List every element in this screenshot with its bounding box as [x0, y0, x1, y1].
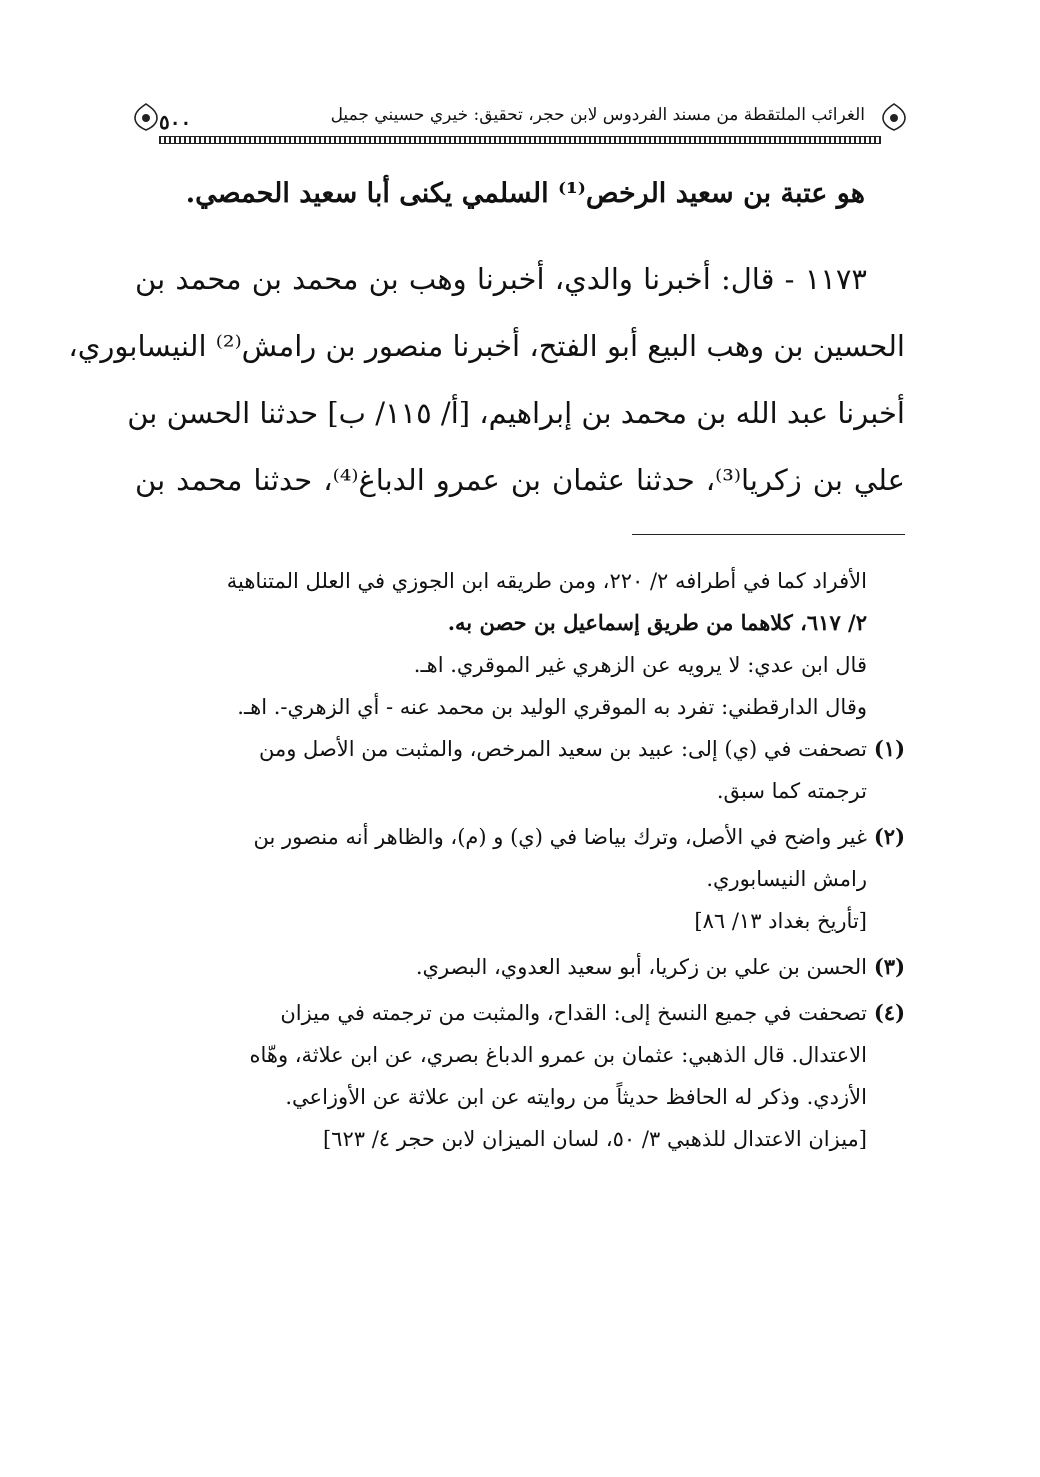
footnote-4	[135, 992, 905, 1034]
footnote-line: الحسن بن علي بن زكريا، أبو سعيد العدوي، البصري.	[415, 955, 867, 979]
footnote-line: الأفراد كما في أطرافه ٢/ ٢٢٠، ومن طريقه ابن الجوزي في العلل المتناهية	[226, 569, 867, 593]
footnote-line: [تأريخ بغداد ١٣/ ٨٦]	[694, 909, 867, 933]
ornament-icon	[877, 100, 911, 134]
footnote-1	[135, 728, 905, 770]
ornament-icon	[129, 100, 163, 134]
footnote-line: تصحفت في جميع النسخ إلى: القداح، والمثبت من ترجمته في ميزان	[280, 1001, 867, 1025]
footnote-number: (٢)	[873, 824, 905, 849]
footnote-line: تصحفت في (ي) إلى: عبيد بن سعيد المرخص، والمثبت من الأصل ومن	[258, 737, 867, 761]
footnote-number: (٣)	[873, 954, 905, 979]
footnote-line: قال ابن عدي: لا يرويه عن الزهري غير الموقري. اهـ.	[413, 653, 867, 677]
footnote-divider	[632, 534, 905, 535]
footnote-line: رامش النيسابوري.	[706, 867, 867, 891]
lead-line: هو عتبة بن سعيد الرخص⁽¹⁾ السلمي يكنى أبا سعيد الحمصي.	[185, 178, 865, 209]
text-line: ١١٧٣ - قال: أخبرنا والدي، أخبرنا وهب بن محمد بن محمد بن	[135, 262, 867, 296]
footnote-line: ترجمته كما سبق.	[716, 779, 867, 803]
footnote-line: [ميزان الاعتدال للذهبي ٣/ ٥٠، لسان الميزان لابن حجر ٤/ ٦٢٣]	[322, 1127, 867, 1151]
footnote-line: ٢/ ٦١٧، كلاهما من طريق إسماعيل بن حصن به.	[447, 610, 867, 635]
footnotes	[135, 560, 905, 1160]
footnote-line: وقال الدارقطني: تفرد به الموقري الوليد بن محمد عنه - أي الزهري-. اهـ.	[237, 695, 867, 719]
footnote-line: غير واضح في الأصل، وترك بياضا في (ي) و (م)، والظاهر أنه منصور بن	[253, 825, 867, 849]
footnote-line: الاعتدال. قال الذهبي: عثمان بن عمرو الدباغ بصري، عن ابن علاثة، وهّاه	[249, 1043, 867, 1067]
page-number: ٥٠٠	[159, 110, 192, 134]
footnote-number: (١)	[873, 736, 905, 761]
text-line: الحسين بن وهب البيع أبو الفتح، أخبرنا منصور بن رامش⁽²⁾ النيسابوري،	[68, 329, 905, 363]
running-title: الغرائب الملتقطة من مسند الفردوس لابن حجر، تحقيق: خيري حسيني جميل	[330, 105, 865, 125]
footnote-number: (٤)	[873, 1000, 905, 1025]
text-line: علي بن زكريا⁽³⁾، حدثنا عثمان بن عمرو الدباغ⁽⁴⁾، حدثنا محمد بن	[135, 463, 905, 497]
footnote-line: الأزدي. وذكر له الحافظ حديثاً من روايته عن ابن علاثة عن الأوزاعي.	[285, 1085, 867, 1109]
header-rule	[159, 136, 881, 144]
text-line: أخبرنا عبد الله بن محمد بن إبراهيم، [أ/ ١١٥/ ب] حدثنا الحسن بن	[127, 396, 905, 430]
footnote-3	[135, 946, 905, 988]
main-text	[68, 246, 905, 514]
running-header	[135, 92, 905, 148]
footnote-2	[135, 816, 905, 858]
